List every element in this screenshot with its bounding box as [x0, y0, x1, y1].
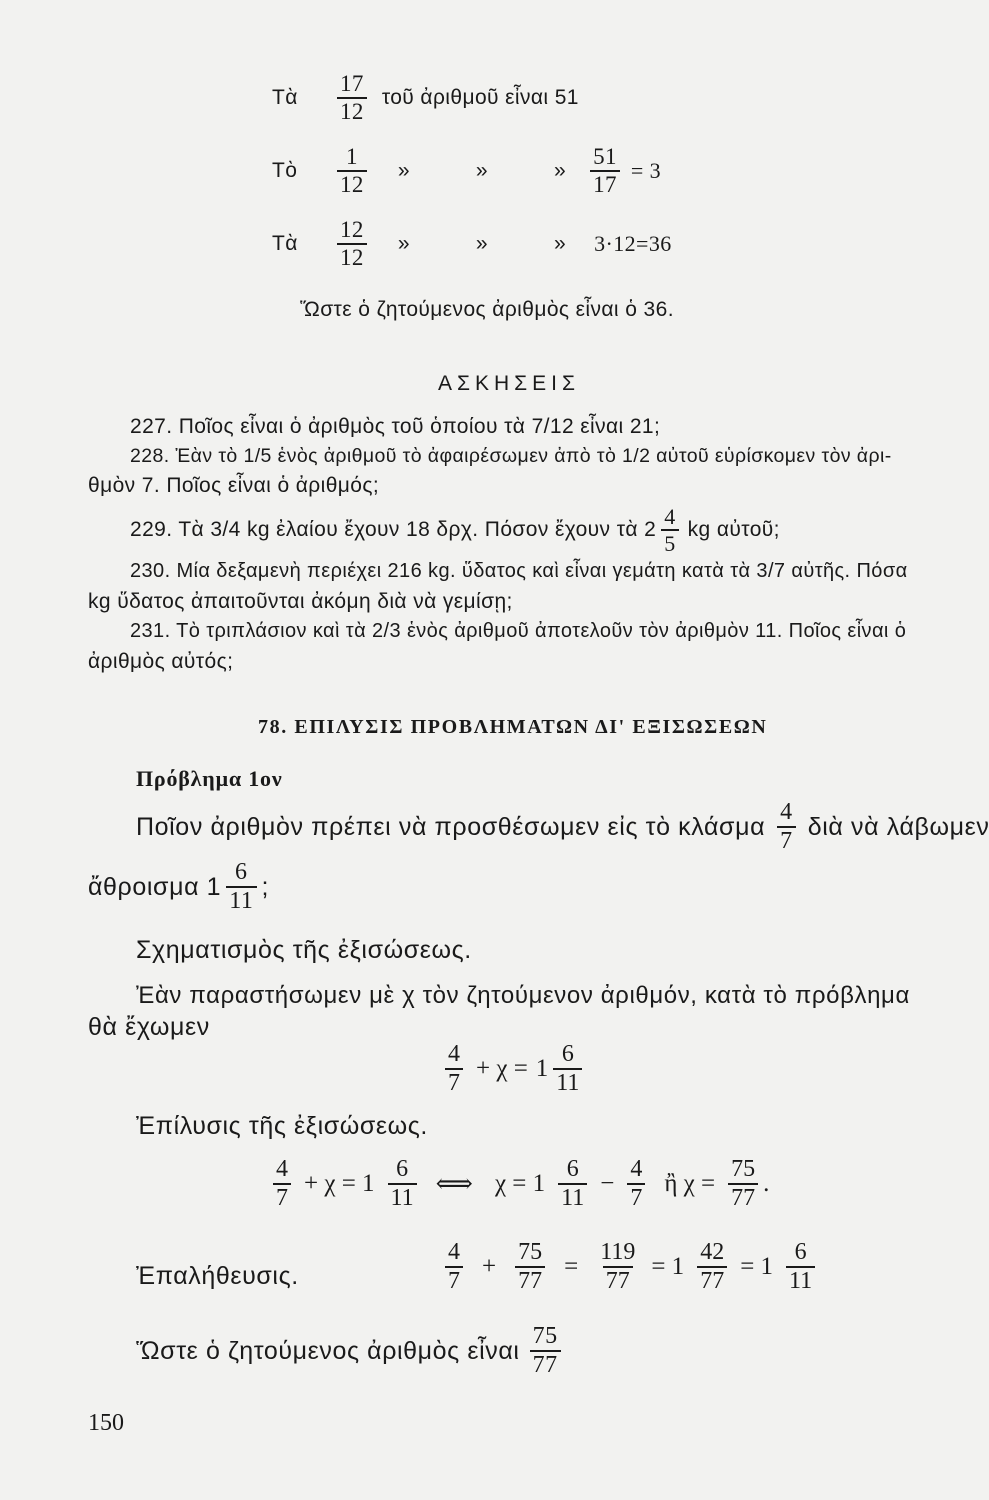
sol-fraction-6-11-b: $\frac{6}{11}$: [558, 1157, 587, 1211]
intro-line-2: Τὸ $\frac{1}{12}$ » » » $\frac{51}{17}$ = 3: [272, 144, 662, 198]
equation: $\frac{4}{7}$ + χ = 1 $\frac{6}{11}$: [440, 1042, 587, 1096]
ver-fraction-6-11: $\frac{6}{11}$: [786, 1240, 815, 1294]
fraction-4-7: $\frac{4}{7}$: [777, 800, 796, 854]
fraction-6-11: $\frac{6}{11}$: [226, 860, 256, 914]
sol-fraction-75-77: $\frac{75}{77}$: [728, 1157, 758, 1211]
eq-fraction-4-7: $\frac{4}{7}$: [445, 1042, 463, 1096]
problem-question: Ποῖον ἀριθμὸν πρέπει νὰ προσθέσωμεν εἰς τὸ κλάσμα $\frac{4}{7}$ διὰ νὰ λάβωμεν: [136, 799, 989, 855]
exercise-230-line2: kg ὕδατος ἀπαιτοῦνται ἀκόμη διὰ νὰ γεμίσῃ;: [88, 590, 513, 613]
sol-fraction-4-7-b: $\frac{4}{7}$: [627, 1157, 645, 1211]
problem-title: Πρόβλημα 1ον: [136, 766, 283, 791]
page-number: 150: [88, 1410, 124, 1436]
fraction-17-12: $\frac{17}{12}$: [337, 72, 367, 124]
exercise-228-line1: 228. Ἐὰν τὸ 1/5 ἑνὸς ἀριθμοῦ τὸ ἀφαιρέσωμεν ἀπὸ τὸ 1/2 αὐτοῦ εὑρίσκομεν τὸν ἀρι-: [130, 445, 892, 467]
final-fraction-75-77: $\frac{75}{77}$: [530, 1324, 561, 1378]
exercise-231-line1: 231. Τὸ τριπλάσιον καὶ τὰ 2/3 ἑνὸς ἀριθμοῦ ἀποτελοῦν τὸν ἀριθμὸν 11. Ποῖος εἶναι ὁ: [130, 620, 907, 642]
exercise-231-line2: ἀριθμὸς αὐτός;: [88, 650, 234, 673]
solution-title: Ἐπίλυσις τῆς ἐξισώσεως.: [136, 1112, 428, 1140]
exercise-228-line2: θμὸν 7. Ποῖος εἶναι ὁ ἀριθμός;: [88, 474, 380, 497]
sol-fraction-4-7: $\frac{4}{7}$: [273, 1157, 291, 1211]
ver-fraction-119-77: $\frac{119}{77}$: [600, 1239, 636, 1295]
ver-fraction-42-77: $\frac{42}{77}$: [697, 1240, 727, 1294]
formation-line2: θὰ ἔχωμεν: [88, 1013, 210, 1041]
exercise-229: 229. Τὰ 3/4 kg ἐλαίου ἔχουν 18 δρχ. Πόσον ἔχουν τὰ 2 $\frac{4}{5}$ kg αὐτοῦ;: [130, 504, 780, 557]
final-conclusion: Ὥστε ὁ ζητούμενος ἀριθμὸς εἶναι $\frac{75}{77}$: [136, 1324, 566, 1378]
ver-fraction-75-77: $\frac{75}{77}$: [515, 1240, 545, 1294]
exercises-heading: ΑΣΚΗΣΕΙΣ: [438, 372, 580, 395]
ver-fraction-4-7: $\frac{4}{7}$: [445, 1240, 463, 1294]
intro-conclusion: Ὥστε ὁ ζητούμενος ἀριθμὸς εἶναι ὁ 36.: [300, 298, 674, 321]
exercise-230-line1: 230. Μία δεξαμενὴ περιέχει 216 kg. ὕδατος καὶ εἶναι γεμάτη κατὰ τὰ 3/7 αὐτῆς. Πόσα: [130, 560, 908, 582]
formation-title: Σχηματισμὸς τῆς ἐξισώσεως.: [136, 936, 472, 964]
intro-line-3: Τὰ $\frac{12}{12}$ » » » 3·12=36: [272, 217, 672, 271]
fraction-1-12: $\frac{1}{12}$: [337, 145, 367, 197]
fraction-12-12: $\frac{12}{12}$: [337, 218, 367, 270]
intro-line-1: Τὰ $\frac{17}{12}$ τοῦ ἀριθμοῦ εἶναι 51: [272, 71, 579, 125]
sol-fraction-6-11: $\frac{6}{11}$: [388, 1157, 417, 1211]
exercise-227: 227. Ποῖος εἶναι ὁ ἀριθμὸς τοῦ ὁποίου τὰ 7/12 εἶναι 21;: [130, 415, 661, 438]
verification-label: Ἐπαλήθευσις.: [136, 1262, 299, 1290]
fraction-51-17: $\frac{51}{17}$: [590, 145, 620, 197]
section-title: 78. ΕΠΙΛΥΣΙΣ ΠΡΟΒΛΗΜΑΤΩΝ ΔΙ' ΕΞΙΣΩΣΕΩΝ: [258, 716, 768, 738]
solution-line: $\frac{4}{7}$ + χ = 1 $\frac{6}{11}$ ⟺ χ = 1 $\frac{6}{11}$ − $\frac{4}{7}$ ἢ χ = $\frac{75}{77}$ .: [268, 1157, 769, 1211]
intro-prefix: Τὰ: [272, 86, 298, 110]
problem-sum: ἄθροισμα 1 $\frac{6}{11}$ ;: [88, 859, 270, 915]
formation-line1: Ἐὰν παραστήσωμεν μὲ χ τὸν ζητούμενον ἀριθμόν, κατὰ τὸ πρόβλημα: [136, 982, 910, 1009]
verification-line: $\frac{4}{7}$ + $\frac{75}{77}$ = $\frac{119}{77}$ = 1 $\frac{42}{77}$ = 1 $\frac{6}{11}$: [440, 1240, 820, 1294]
eq-fraction-6-11: $\frac{6}{11}$: [553, 1042, 582, 1096]
equivalence-arrow: ⟺: [435, 1169, 473, 1199]
fraction-4-5: $\frac{4}{5}$: [661, 505, 678, 555]
